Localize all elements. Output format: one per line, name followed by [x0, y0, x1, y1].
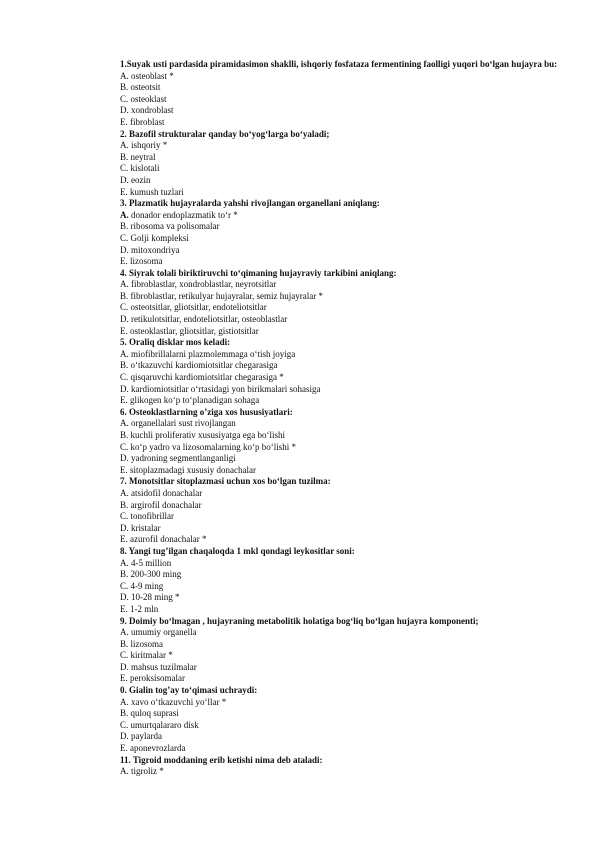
- option-text: umurtqalararo disk: [128, 719, 199, 730]
- option-letter: E.: [120, 534, 128, 545]
- question-block: [120, 755, 560, 778]
- answer-option: [120, 372, 560, 384]
- question-block: [120, 546, 560, 616]
- option-text: kiritmalar *: [128, 650, 173, 661]
- answer-option: [120, 71, 560, 83]
- option-letter: A.: [120, 418, 129, 429]
- answer-option: [120, 314, 560, 326]
- option-letter: E.: [120, 743, 128, 754]
- answer-option: [120, 558, 560, 570]
- option-letter: D.: [120, 105, 129, 116]
- option-letter: A.: [120, 279, 129, 290]
- document-page: [120, 59, 560, 778]
- answer-option: [120, 766, 560, 778]
- option-letter: B.: [120, 430, 129, 440]
- option-text: 4-5 million: [128, 557, 172, 568]
- question-text: 8. Yangi tug’ilgan chaqaloqda 1 mkl qondagi leykositlar soni:: [120, 545, 355, 556]
- option-text: mitoxondriya: [128, 244, 180, 255]
- option-text: yadroning segmentlanganligi: [128, 453, 236, 464]
- option-text: umumiy organella: [128, 627, 197, 638]
- option-text: eozin: [128, 174, 151, 185]
- option-letter: D.: [120, 592, 129, 603]
- answer-option: [120, 291, 560, 303]
- option-letter: C.: [120, 650, 129, 661]
- option-text: 200-300 ming: [128, 569, 182, 580]
- option-text: o‘tkazuvchi kardiomiotsitlar chegarasiga: [128, 360, 278, 371]
- option-letter: A.: [120, 696, 129, 707]
- answer-option: [120, 697, 560, 709]
- answer-option: [120, 581, 560, 593]
- answer-option: [120, 210, 560, 222]
- answer-option: [120, 604, 560, 616]
- option-text: miofibrillalarni plazmolemmaga o‘tish joyiga: [128, 348, 296, 359]
- answer-option: [120, 662, 560, 674]
- question-text: 2. Bazofil strukturalar qanday bo‘yog‘larga bo‘yaladi;: [120, 128, 330, 139]
- answer-option: [120, 349, 560, 361]
- option-text: ishqoriy *: [128, 140, 168, 151]
- answer-option: [120, 395, 560, 407]
- answer-option: [120, 731, 560, 743]
- answer-option: [120, 384, 560, 396]
- option-letter: E.: [120, 256, 128, 267]
- option-letter: D.: [120, 661, 129, 672]
- answer-option: [120, 418, 560, 430]
- answer-option: [120, 743, 560, 755]
- option-letter: B.: [120, 82, 129, 93]
- option-text: organellalari sust rivojlangan: [128, 418, 236, 429]
- answer-option: [120, 117, 560, 129]
- answer-option: [120, 187, 560, 199]
- option-text: tigroliz *: [128, 766, 164, 777]
- option-letter: D.: [120, 174, 129, 185]
- option-text: 4-9 ming: [128, 580, 164, 591]
- option-text: aponevrozlarda: [127, 743, 186, 754]
- option-letter: E.: [120, 325, 128, 336]
- answer-option: [120, 639, 560, 651]
- option-letter: C.: [120, 719, 129, 730]
- answer-option: [120, 140, 560, 152]
- option-letter: E.: [120, 464, 128, 475]
- option-text: qisqaruvchi kardiomiotsitlar chegarasiga *: [128, 372, 284, 383]
- option-text: fibroblastlar, retikulyar hujayralar, semiz hujayralar *: [128, 290, 323, 301]
- answer-option: [120, 105, 560, 117]
- option-text: lizosoma: [128, 638, 164, 649]
- option-letter: C.: [120, 580, 129, 591]
- option-letter: B.: [120, 638, 129, 649]
- option-letter: B.: [120, 360, 129, 371]
- option-text: atsidofil donachalar: [128, 487, 203, 498]
- answer-option: [120, 256, 560, 268]
- option-text: ko‘p yadro va lizosomalarning ko‘p bo‘lishi *: [128, 441, 296, 452]
- option-letter: D.: [120, 522, 129, 533]
- option-letter: D.: [120, 453, 129, 464]
- answer-option: [120, 442, 560, 454]
- question-text: 7. Monotsitlar sitoplazmasi uchun xos bo‘lgan tuzilma:: [120, 476, 331, 487]
- question-block: [120, 407, 560, 477]
- answer-option: [120, 152, 560, 164]
- option-text: osteoklast: [128, 93, 167, 104]
- option-text: peroksisomalar: [127, 673, 185, 684]
- answer-option: [120, 245, 560, 257]
- answer-option: [120, 523, 560, 535]
- option-letter: B.: [120, 221, 129, 232]
- answer-option: [120, 360, 560, 372]
- option-letter: E.: [120, 395, 128, 406]
- option-text: glikogen ko‘p to‘planadigan sohaga: [127, 395, 260, 406]
- answer-option: [120, 673, 560, 685]
- option-letter: A.: [120, 557, 129, 568]
- option-text: xavo o‘tkazuvchi yo‘llar *: [128, 696, 227, 707]
- option-letter: B.: [120, 499, 129, 510]
- question-text: 9. Doimiy bo‘lmagan , hujayraning metabolitik holatiga bog‘liq bo‘lgan hujayra komponenti;: [120, 615, 479, 626]
- answer-option: [120, 708, 560, 720]
- answer-option: [120, 233, 560, 245]
- question-block: [120, 616, 560, 686]
- option-text: 10-28 ming *: [128, 592, 180, 603]
- question-block: [120, 129, 560, 199]
- answer-option: [120, 279, 560, 291]
- option-letter: E.: [120, 603, 128, 614]
- option-text: osteotsit: [128, 82, 161, 93]
- question-text: 1.Suyak usti pardasida piramidasimon shaklli, ishqoriy fosfataza fermentining faolligi yuqori bo‘lgan hujayra bu:: [120, 59, 558, 69]
- answer-option: [120, 592, 560, 604]
- option-letter: A.: [120, 348, 129, 359]
- option-letter: D.: [120, 314, 129, 325]
- option-letter: C.: [120, 163, 129, 174]
- answer-option: [120, 221, 560, 233]
- option-letter: E.: [120, 116, 128, 127]
- option-text: fibroblastlar, xondroblastlar, neyrotsitlar: [128, 279, 277, 290]
- option-letter: A.: [120, 70, 129, 81]
- option-text: kardiomiotsitlar o‘rtasidagi yon birikmalari sohasiga: [128, 383, 321, 394]
- option-letter: C.: [120, 302, 129, 313]
- answer-option: [120, 163, 560, 175]
- answer-option: [120, 94, 560, 106]
- option-text: 1-2 mln: [127, 603, 159, 614]
- answer-option: [120, 511, 560, 523]
- answer-option: [120, 326, 560, 338]
- option-text: fibroblast: [127, 116, 165, 127]
- option-letter: C.: [120, 232, 129, 243]
- option-letter: C.: [120, 93, 129, 104]
- answer-option: [120, 430, 560, 442]
- question-text: 3. Plazmatik hujayralarda yahshi rivojlangan organellani aniqlang:: [120, 198, 380, 209]
- answer-option: [120, 82, 560, 94]
- answer-option: [120, 465, 560, 477]
- answer-option: [120, 534, 560, 546]
- question-block: [120, 268, 560, 338]
- option-text: neytral: [128, 151, 156, 162]
- option-text: retikulotsitlar, endoteliotsitlar, osteoblastlar: [128, 314, 288, 325]
- option-letter: A.: [120, 766, 129, 777]
- option-letter: B.: [120, 569, 129, 580]
- option-letter: C.: [120, 441, 129, 452]
- option-letter: C.: [120, 511, 129, 522]
- question-text: 5. Oraliq disklar mos keladi:: [120, 337, 231, 348]
- option-text: xondroblast: [128, 105, 174, 116]
- option-letter: D.: [120, 244, 129, 255]
- option-letter: D.: [120, 383, 129, 394]
- answer-option: [120, 175, 560, 187]
- option-text: Golji kompleksi: [128, 232, 189, 243]
- option-text: sitoplazmadagi xususiy donachalar: [127, 464, 256, 475]
- answer-option: [120, 302, 560, 314]
- option-letter: B.: [120, 708, 129, 719]
- option-letter: A.: [120, 209, 129, 220]
- question-block: [120, 198, 560, 268]
- option-text: quloq suprasi: [128, 708, 179, 719]
- option-letter: E.: [120, 673, 128, 684]
- question-block: [120, 685, 560, 755]
- option-letter: B.: [120, 151, 129, 162]
- option-text: kumush tuzlari: [127, 186, 184, 197]
- option-letter: B.: [120, 290, 129, 301]
- option-letter: C.: [120, 372, 129, 383]
- option-text: osteoklastlar, gliotsitlar, gistiotsitlar: [127, 325, 259, 336]
- option-text: donador endoplazmatik to‘r *: [128, 209, 238, 220]
- answer-option: [120, 488, 560, 500]
- answer-option: [120, 627, 560, 639]
- option-letter: E.: [120, 186, 128, 197]
- option-letter: A.: [120, 487, 129, 498]
- question-block: [120, 337, 560, 407]
- option-text: kuchli proliferativ xususiyatga ega bo‘lishi: [128, 430, 285, 440]
- option-letter: A.: [120, 627, 129, 638]
- option-letter: D.: [120, 731, 129, 742]
- question-text: 11. Tigroid moddaning erib ketishi nima deb ataladi:: [120, 754, 323, 765]
- option-text: tonofibrillar: [128, 511, 175, 522]
- option-text: osteotsitlar, gliotsitlar, endoteliotsitlar: [128, 302, 267, 313]
- option-text: argirofil donachalar: [128, 499, 202, 510]
- question-text: 0. Gialin tog’ay to‘qimasi uchraydi:: [120, 685, 258, 696]
- option-text: azurofil donachalar *: [127, 534, 207, 545]
- option-text: paylarda: [128, 731, 162, 742]
- option-text: kristalar: [128, 522, 161, 533]
- option-text: mahsus tuzilmalar: [128, 661, 197, 672]
- question-text: 4. Siyrak tolali biriktiruvchi to‘qimaning hujayraviy tarkibini aniqlang:: [120, 267, 397, 278]
- question-block: [120, 476, 560, 546]
- option-text: lizosoma: [127, 256, 163, 267]
- question-text: 6. Osteoklastlarning o’ziga xos hususiyatlari:: [120, 406, 293, 417]
- option-text: osteoblast *: [128, 70, 174, 81]
- answer-option: [120, 720, 560, 732]
- option-text: ribosoma va polisomalar: [128, 221, 220, 232]
- answer-option: [120, 453, 560, 465]
- answer-option: [120, 500, 560, 512]
- answer-option: [120, 569, 560, 581]
- option-letter: A.: [120, 140, 129, 151]
- question-block: [120, 59, 560, 129]
- option-text: kislotali: [128, 163, 160, 174]
- answer-option: [120, 650, 560, 662]
